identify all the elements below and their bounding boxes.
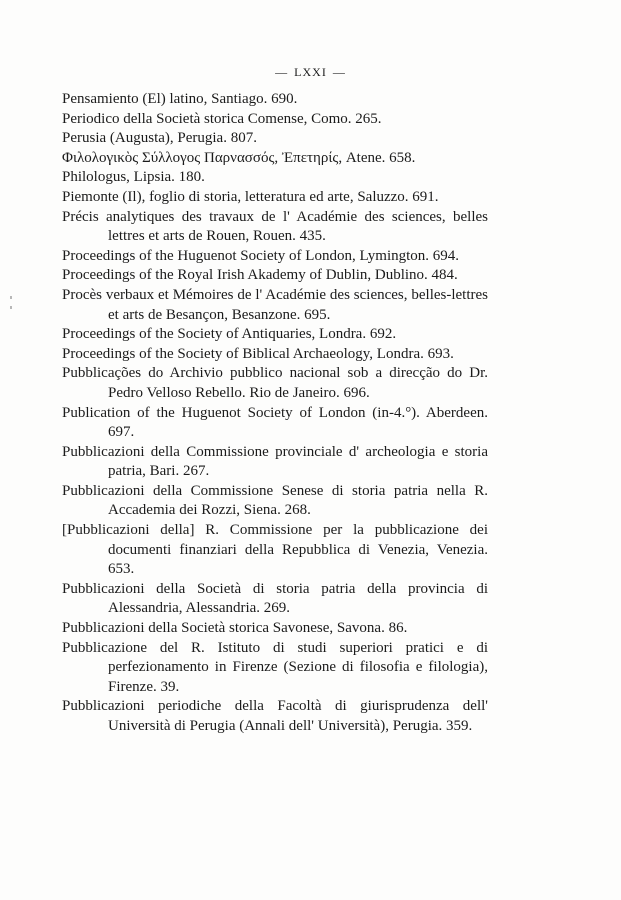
index-entry: Pubblicazioni della Società storica Savonese, Savona. 86. <box>62 620 408 637</box>
index-entry: Perusia (Augusta), Perugia. 807. <box>62 130 257 147</box>
index-entry: Piemonte (Il), foglio di storia, letteratura ed arte, Saluzzo. 691. <box>62 188 439 205</box>
index-entry: Pubblicazione del R. Istituto di studi superiori pratici e di perfezionamento in Firenze (Sezione di filosofia e filologia), Firenze. 39. <box>62 639 488 695</box>
index-entry: Pubblicações do Archivio pubblico nacional sob a direcção do Dr. Pedro Velloso Rebello. Rio de Janeiro. 696. <box>62 365 488 401</box>
index-entry: Pubblicazioni periodiche della Facoltà di giurisprudenza dell' Università di Perugia (Annali dell' Università), Perugia. 359. <box>62 698 488 734</box>
index-entry: Philologus, Lipsia. 180. <box>62 169 205 186</box>
page-number: LXXI <box>294 65 327 79</box>
index-entry: Φιλολογικὸς Σύλλογος Παρνασσός, Ἐπετηρίς, Atene. 658. <box>62 149 416 166</box>
index-entry: Pubblicazioni della Società di storia patria della provincia di Alessandria, Alessandria. 269. <box>62 580 488 617</box>
header-dash-right: — <box>332 65 346 79</box>
index-entry: Proceedings of the Royal Irish Akademy of Dublin, Dublino. 484. <box>62 267 458 284</box>
index-entry: Pubblicazioni della Commissione Senese di storia patria nella R. Accademia dei Rozzi, Siena. 268. <box>62 482 488 519</box>
edge-speck <box>10 306 12 309</box>
page-header <box>0 64 621 80</box>
edge-speck <box>10 296 12 299</box>
index-entry: Publication of the Huguenot Society of London (in-4.°). Aberdeen. 697. <box>62 404 488 441</box>
index-entry: Proceedings of the Huguenot Society of London, Lymington. 694. <box>62 247 460 264</box>
header-dash-left: — <box>275 65 289 79</box>
index-entry: Proceedings of the Society of Biblical Archaeology, Londra. 693. <box>62 345 454 362</box>
index-entry: Pubblicazioni della Commissione provinciale d' archeologia e storia patria, Bari. 267. <box>62 443 488 480</box>
index-entry: Pensamiento (El) latino, Santiago. 690. <box>62 91 298 107</box>
periodicals-index-list <box>62 90 488 737</box>
index-entry: Procès verbaux et Mémoires de l' Académie des sciences, belles-lettres et arts de Besançon, Besanzone. 695. <box>62 286 488 323</box>
index-entry: [Pubblicazioni della] R. Commissione per la pubblicazione dei documenti finanziari della Repubblica di Venezia, Venezia. 653. <box>62 522 488 578</box>
index-entry: Précis analytiques des travaux de l' Académie des sciences, belles lettres et arts de Rouen, Rouen. 435. <box>62 208 488 245</box>
index-entry: Periodico della Società storica Comense, Como. 265. <box>62 110 382 127</box>
index-entry: Proceedings of the Society of Antiquaries, Londra. 692. <box>62 326 397 343</box>
